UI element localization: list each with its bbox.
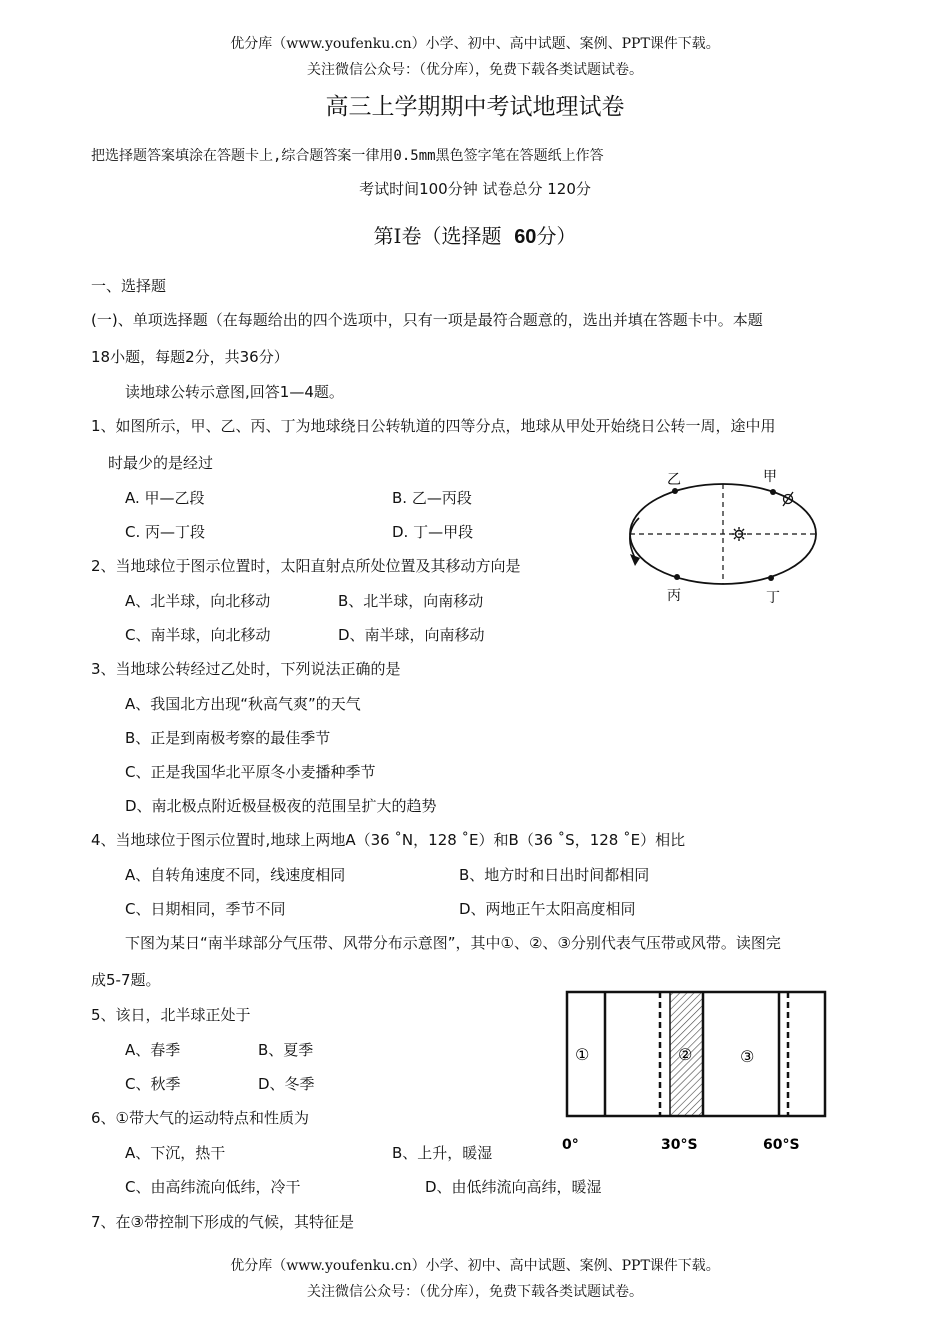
belt-2-label: ② (678, 1045, 693, 1064)
q6-option-c: C、由高纬流向低纬，冷干 (125, 1178, 301, 1196)
subsection-line-1: (一)、单项选择题（在每题给出的四个选项中，只有一项是最符合题意的，选出并填在答题卡中。本题 (91, 311, 763, 329)
q4-option-c: C、日期相同，季节不同 (125, 900, 286, 918)
part-title-pre: 第Ⅰ卷（选择题 (373, 224, 502, 248)
q4-stem: 4、当地球位于图示位置时,地球上两地A（36 ˚N，128 ˚E）和B（36 ˚S，128 ˚E）相比 (91, 831, 686, 849)
read-intro-1: 读地球公转示意图,回答1—4题。 (125, 383, 344, 401)
tick-0: 0° (562, 1137, 579, 1153)
point-bing (674, 574, 680, 580)
q1-option-d: D. 丁—甲段 (392, 523, 474, 541)
q1-option-c: C. 丙—丁段 (125, 523, 206, 541)
q5-option-a: A、春季 (125, 1041, 181, 1059)
label-ding: 丁 (766, 590, 780, 606)
section-heading: 一、选择题 (91, 277, 167, 295)
q1-option-b: B. 乙—丙段 (392, 489, 472, 507)
label-bing: 丙 (667, 588, 681, 604)
q2-option-c: C、南半球，向北移动 (125, 626, 271, 644)
page-title: 高三上学期期中考试地理试卷 (325, 94, 625, 120)
subsection-line-2: 18小题，每题2分，共36分） (91, 348, 289, 366)
q1-stem-2: 时最少的是经过 (108, 454, 214, 472)
q6-option-d: D、由低纬流向高纬，暖湿 (425, 1178, 602, 1196)
point-jia (770, 489, 776, 495)
tick-60s: 60°S (763, 1137, 800, 1153)
header-line-1: 优分库（www.youfenku.cn）小学、初中、高中试题、案例、PPT课件下载。 (230, 36, 720, 52)
q1-stem-1: 1、如图所示，甲、乙、丙、丁为地球绕日公转轨道的四等分点，地球从甲处开始绕日公转一周，途中用 (91, 417, 776, 435)
q4-option-a: A、自转角速度不同，线速度相同 (125, 866, 346, 884)
footer-line-2: 关注微信公众号：（优分库），免费下载各类试题试卷。 (307, 1284, 643, 1300)
q3-option-a: A、我国北方出现“秋高气爽”的天气 (125, 695, 361, 713)
part-score: 60 (514, 226, 537, 248)
read-intro-2-line-2: 成5-7题。 (91, 971, 161, 989)
earth-icon (783, 492, 793, 506)
q5-option-b: B、夏季 (258, 1041, 314, 1059)
exam-info: 考试时间100分钟 试卷总分 120分 (359, 180, 591, 198)
label-yi: 乙 (667, 472, 681, 488)
q4-option-b: B、地方时和日出时间都相同 (459, 866, 650, 884)
read-intro-2-line-1: 下图为某日“南半球部分气压带、风带分布示意图”，其中①、②、③分别代表气压带或风带。读图完 (125, 934, 781, 952)
point-ding (768, 575, 774, 581)
belt-1-label: ① (575, 1045, 590, 1064)
q3-option-c: C、正是我国华北平原冬小麦播种季节 (125, 763, 376, 781)
header-line-2: 关注微信公众号：（优分库），免费下载各类试题试卷。 (307, 62, 643, 78)
part-title-post: 分） (536, 224, 577, 248)
pressure-belt-diagram (560, 985, 835, 1155)
part-title (0, 220, 950, 249)
q2-stem: 2、当地球位于图示位置时，太阳直射点所处位置及其移动方向是 (91, 557, 521, 575)
q5-option-c: C、秋季 (125, 1075, 181, 1093)
footer-line-1: 优分库（www.youfenku.cn）小学、初中、高中试题、案例、PPT课件下载。 (230, 1258, 720, 1274)
q7-stem: 7、在③带控制下形成的气候，其特征是 (91, 1213, 354, 1231)
q2-option-b: B、北半球，向南移动 (338, 592, 484, 610)
orbit-diagram (615, 462, 830, 607)
tick-30s: 30°S (661, 1137, 698, 1153)
q3-option-d: D、南北极点附近极昼极夜的范围呈扩大的趋势 (125, 797, 437, 815)
q2-option-d: D、南半球，向南移动 (338, 626, 485, 644)
q3-option-b: B、正是到南极考察的最佳季节 (125, 729, 331, 747)
q6-option-a: A、下沉，热干 (125, 1144, 226, 1162)
label-jia: 甲 (763, 469, 777, 485)
q5-stem: 5、该日，北半球正处于 (91, 1006, 251, 1024)
q6-option-b: B、上升，暖湿 (392, 1144, 493, 1162)
q6-stem: 6、①带大气的运动特点和性质为 (91, 1109, 309, 1127)
belt-3-label: ③ (740, 1047, 755, 1066)
instruction: 把选择题答案填涂在答题卡上,综合题答案一律用0.5mm黑色签字笔在答题纸上作答 (91, 148, 604, 164)
point-yi (672, 488, 678, 494)
q1-option-a: A. 甲—乙段 (125, 489, 205, 507)
q4-option-d: D、两地正午太阳高度相同 (459, 900, 636, 918)
q3-stem: 3、当地球公转经过乙处时，下列说法正确的是 (91, 660, 401, 678)
q2-option-a: A、北半球，向北移动 (125, 592, 271, 610)
q5-option-d: D、冬季 (258, 1075, 315, 1093)
